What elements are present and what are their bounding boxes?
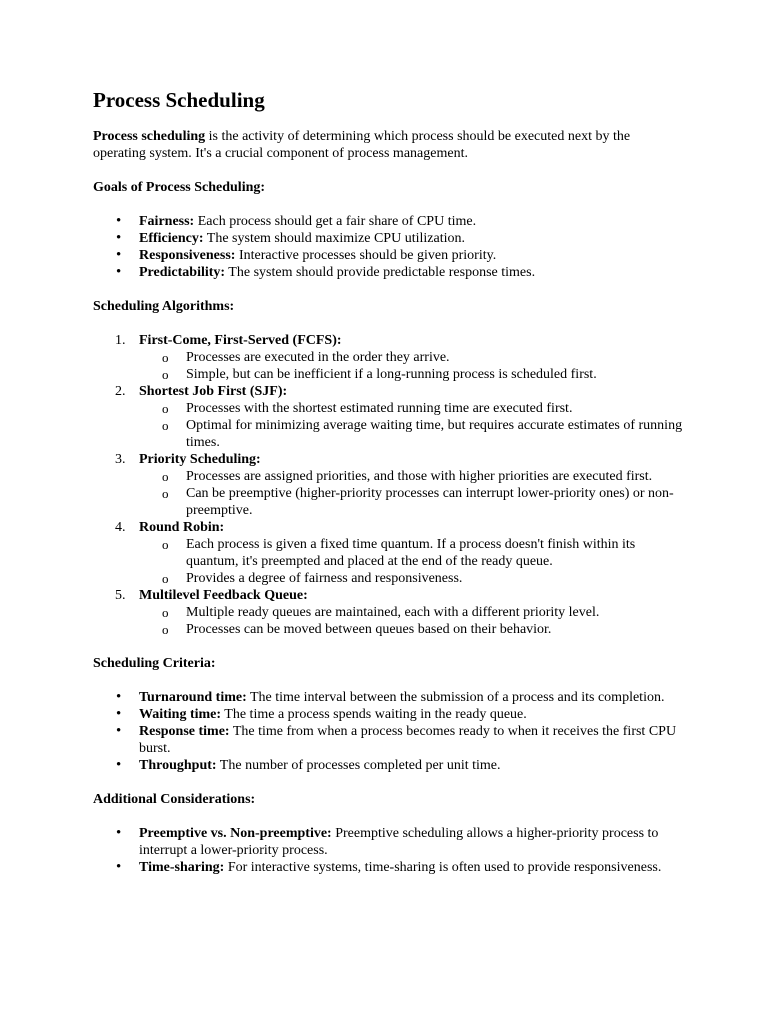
algorithm-name: First-Come, First-Served (FCFS): — [139, 333, 342, 348]
algorithm-name: Priority Scheduling: — [139, 452, 261, 467]
algorithm-name: Round Robin: — [139, 520, 225, 535]
sub-list — [139, 400, 683, 451]
item-text: The time interval between the submission of a process and its completion. — [246, 690, 665, 705]
item-term: Efficiency: — [139, 231, 204, 246]
list-item — [93, 689, 683, 706]
sub-list — [139, 468, 683, 519]
sub-list — [139, 536, 683, 587]
sub-item: o Processes are executed in the order they arrive. — [139, 349, 683, 366]
algorithm-name: Shortest Job First (SJF): — [139, 384, 288, 399]
goals-list — [93, 213, 683, 281]
list-item — [93, 230, 683, 247]
item-term: Responsiveness: — [139, 248, 236, 263]
item-text: The time from when a process becomes ready to when it receives the first CPU burst. — [139, 724, 677, 756]
page-title: Process Scheduling — [93, 88, 265, 112]
intro-term: Process scheduling — [93, 129, 206, 144]
algorithm-item — [93, 383, 683, 451]
item-text: Preemptive scheduling allows a higher-priority process to interrupt a lower-priority process. — [139, 826, 659, 858]
algorithms-list — [93, 332, 683, 638]
item-number: 4. — [115, 520, 126, 535]
sub-list — [139, 349, 683, 383]
item-text: The system should provide predictable response times. — [225, 265, 536, 280]
considerations-heading: Additional Considerations: — [93, 792, 256, 807]
item-term: Fairness: — [139, 214, 195, 229]
item-number: 3. — [115, 452, 126, 467]
sub-item: o Processes with the shortest estimated running time are executed first. — [139, 400, 683, 417]
list-item — [93, 859, 683, 876]
document-content — [93, 86, 683, 876]
sub-list — [139, 604, 683, 638]
sub-item: o Processes are assigned priorities, and those with higher priorities are executed first. — [139, 468, 683, 485]
item-term: Turnaround time: — [139, 690, 247, 705]
intro-paragraph — [93, 128, 683, 162]
item-term: Preemptive vs. Non-preemptive: — [139, 826, 332, 841]
algorithm-name: Multilevel Feedback Queue: — [139, 588, 308, 603]
item-term: Predictability: — [139, 265, 226, 280]
item-term: Response time: — [139, 724, 230, 739]
item-text: The time a process spends waiting in the ready queue. — [221, 707, 527, 722]
algorithm-item — [93, 451, 683, 519]
item-text: For interactive systems, time-sharing is often used to provide responsiveness. — [224, 860, 662, 875]
item-term: Throughput: — [139, 758, 217, 773]
list-item — [93, 706, 683, 723]
sub-item: o Each process is given a fixed time quantum. If a process doesn't finish within its quantum, it's preempted and placed at the end of the ready queue. — [139, 536, 683, 570]
criteria-list — [93, 689, 683, 774]
list-item — [93, 723, 683, 757]
algorithm-item — [93, 587, 683, 638]
algorithms-heading: Scheduling Algorithms: — [93, 299, 235, 314]
sub-item: o Simple, but can be inefficient if a long-running process is scheduled first. — [139, 366, 683, 383]
list-item — [93, 757, 683, 774]
algorithm-item — [93, 519, 683, 587]
sub-item: o Multiple ready queues are maintained, each with a different priority level. — [139, 604, 683, 621]
algorithm-item — [93, 332, 683, 383]
item-term: Time-sharing: — [139, 860, 225, 875]
list-item — [93, 247, 683, 264]
item-text: Interactive processes should be given priority. — [235, 248, 497, 263]
sub-item: o Processes can be moved between queues based on their behavior. — [139, 621, 683, 638]
list-item — [93, 213, 683, 230]
item-number: 2. — [115, 384, 126, 399]
list-item — [93, 825, 683, 859]
sub-item: o Optimal for minimizing average waiting time, but requires accurate estimates of running times. — [139, 417, 683, 451]
item-number: 5. — [115, 588, 126, 603]
criteria-heading: Scheduling Criteria: — [93, 656, 216, 671]
sub-item: o Provides a degree of fairness and responsiveness. — [139, 570, 683, 587]
item-text: The system should maximize CPU utilization. — [203, 231, 465, 246]
sub-item: o Can be preemptive (higher-priority processes can interrupt lower-priority ones) or non-preemptive. — [139, 485, 683, 519]
item-text: Each process should get a fair share of CPU time. — [194, 214, 477, 229]
goals-heading: Goals of Process Scheduling: — [93, 180, 266, 195]
item-number: 1. — [115, 333, 126, 348]
considerations-list — [93, 825, 683, 876]
item-text: The number of processes completed per unit time. — [216, 758, 501, 773]
intro-text: is the activity of determining which process should be executed next by the operating system. It's a crucial component of process management. — [93, 129, 631, 161]
item-term: Waiting time: — [139, 707, 222, 722]
list-item — [93, 264, 683, 281]
